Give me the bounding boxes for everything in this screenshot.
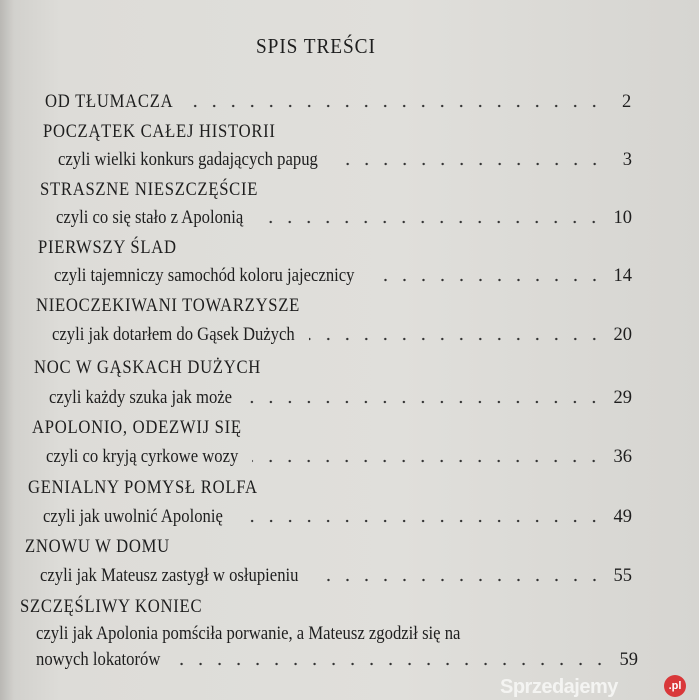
dot-leader bbox=[174, 662, 609, 666]
page-number: 29 bbox=[613, 388, 632, 408]
heading-text: STRASZNE NIESZCZĘŚCIE bbox=[40, 180, 259, 200]
heading-text: GENIALNY POMYSŁ ROLFA bbox=[28, 478, 258, 498]
page-title: SPIS TREŚCI bbox=[256, 34, 376, 58]
toc-entry-heading bbox=[45, 92, 632, 113]
page-number: 20 bbox=[613, 325, 632, 345]
dot-leader bbox=[237, 519, 604, 523]
subtitle-text: czyli tajemniczy samochód koloru jajecznicy bbox=[54, 266, 355, 286]
dot-leader bbox=[187, 104, 604, 108]
page-number: 36 bbox=[613, 447, 632, 467]
heading-text: PIERWSZY ŚLAD bbox=[38, 238, 177, 258]
toc-entry-heading bbox=[20, 597, 202, 618]
subtitle-text: czyli co się stało z Apolonią bbox=[56, 208, 244, 228]
toc-entry-subtitle bbox=[40, 566, 632, 587]
toc-entry-subtitle bbox=[36, 624, 460, 645]
heading-text: NOC W GĄSKACH DUŻYCH bbox=[34, 358, 262, 378]
heading-text: POCZĄTEK CAŁEJ HISTORII bbox=[43, 122, 276, 142]
subtitle-text: nowych lokatorów bbox=[36, 650, 161, 670]
page-number: 10 bbox=[613, 208, 632, 228]
page-number: 49 bbox=[613, 507, 632, 527]
toc-entry-subtitle bbox=[46, 447, 632, 468]
page-number: 55 bbox=[613, 566, 632, 586]
toc-entry-subtitle bbox=[54, 266, 632, 287]
toc-entry-heading bbox=[28, 478, 258, 499]
toc-entry-heading bbox=[38, 238, 177, 259]
watermark-logo: Sprzedajemy bbox=[500, 676, 618, 698]
toc-entry-subtitle bbox=[52, 325, 632, 346]
dot-leader bbox=[313, 578, 604, 582]
page-number: 3 bbox=[622, 150, 632, 170]
subtitle-text: czyli co kryją cyrkowe wozy bbox=[46, 447, 239, 467]
toc-entry-heading bbox=[40, 180, 258, 201]
watermark-badge: .pl bbox=[664, 675, 686, 697]
page-number: 14 bbox=[613, 266, 632, 286]
dot-leader bbox=[369, 278, 604, 282]
dot-leader bbox=[257, 220, 603, 224]
heading-text: ZNOWU W DOMU bbox=[25, 537, 170, 557]
heading-text: SZCZĘŚLIWY KONIEC bbox=[20, 597, 203, 617]
subtitle-text: czyli jak dotarłem do Gąsek Dużych bbox=[52, 325, 295, 345]
dot-leader bbox=[309, 337, 604, 341]
heading-text: NIEOCZEKIWANI TOWARZYSZE bbox=[36, 296, 301, 316]
toc-entry-heading bbox=[34, 358, 261, 379]
toc-entry-heading bbox=[36, 296, 300, 317]
toc-entry-heading bbox=[32, 418, 242, 439]
toc-entry-subtitle bbox=[43, 507, 632, 528]
subtitle-text: czyli wielki konkurs gadających papug bbox=[58, 150, 318, 170]
toc-entry-subtitle bbox=[36, 650, 638, 671]
subtitle-text: czyli każdy szuka jak może bbox=[49, 388, 233, 408]
heading-text: OD TŁUMACZA bbox=[45, 92, 174, 112]
subtitle-text: czyli jak uwolnić Apolonię bbox=[43, 507, 223, 527]
dot-leader bbox=[332, 162, 604, 166]
subtitle-text: czyli jak Apolonia pomściła porwanie, a Mateusz zgodził się na bbox=[36, 624, 461, 644]
dot-leader bbox=[246, 400, 603, 404]
toc-entry-subtitle bbox=[58, 150, 632, 171]
toc-entry-heading bbox=[25, 537, 170, 558]
page-number: 2 bbox=[621, 92, 632, 112]
page-number: 59 bbox=[619, 650, 638, 670]
dot-leader bbox=[252, 459, 603, 463]
toc-entry-subtitle bbox=[56, 208, 632, 229]
subtitle-text: czyli jak Mateusz zastygł w osłupieniu bbox=[40, 566, 299, 586]
toc-entry-heading bbox=[43, 122, 276, 143]
heading-text: APOLONIO, ODEZWIJ SIĘ bbox=[32, 418, 242, 438]
toc-entry-subtitle bbox=[49, 388, 632, 409]
